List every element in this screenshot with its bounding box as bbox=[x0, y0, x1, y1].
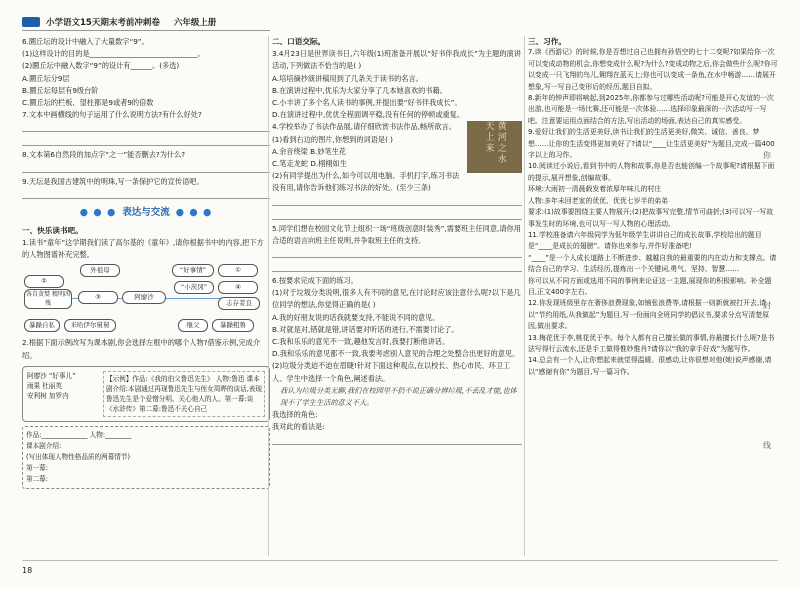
footer-rule bbox=[22, 560, 778, 561]
example-box bbox=[22, 366, 270, 422]
section-banner bbox=[22, 205, 270, 221]
page-number: 18 bbox=[22, 566, 33, 575]
question-2: 2.根据下面示例改写为课本剧,你会选择左框中的哪个人物?借鉴示例,完成介绍。 bbox=[22, 338, 261, 360]
question-6-1: (1)这样设计的目的是______________________________。 bbox=[22, 49, 205, 59]
fill-intro[interactable]: 课本剧介绍: bbox=[26, 441, 62, 450]
prompt-14: 14.总会有一个人,让你想起来就觉得温暖、很感动,让你很想对他(她)说声感谢,请以“感谢有你”为题目,写一篇习作。 bbox=[528, 356, 772, 376]
option-b: B.圜丘坛每层有9级台阶 bbox=[22, 85, 99, 95]
option-a: A.培培摘抄演讲稿用到了几条关于读书的名言。 bbox=[272, 73, 423, 83]
map-node: 志存者良 bbox=[218, 297, 260, 310]
header-grade: 六年级上册 bbox=[173, 18, 217, 28]
option-a: A.圜丘坛分9层 bbox=[22, 73, 70, 83]
question-6-2: (2)垃圾分类迫不迫在眉睫!针对下面这种观点,在以校长、热心市民、环卫工人、学生中选择一个角色,阐述看法。 bbox=[272, 361, 511, 383]
map-node: “小茨冈” bbox=[174, 281, 214, 294]
prompt-11-body: “____”是一个人成长道路上不断进步、越越自我的最重要的内在动力和支撑点。请结合自己的学习、生活经历,提炼出一个关键词,勇气、坚持、智慧…… bbox=[528, 253, 777, 274]
map-node: “好事情” bbox=[172, 264, 214, 277]
header-title: 小学语文15天期末考前冲刺卷 bbox=[46, 18, 160, 28]
question-4-2: (2)有同学提出为什么,如今可以用电脑、手机打字,练习书法没有用,请你告诉他们练习书法的好处。(至少三条) bbox=[272, 171, 460, 193]
fill-note: (写出体现人物性格品质的两幕情节) bbox=[26, 452, 131, 461]
map-node: 各自贪婪 精明凶残 bbox=[24, 289, 72, 309]
example-text: 【示例】作品:《我的伯父鲁迅先生》 人物:鲁迅 课本剧介绍:本剧通过再现鲁迅先生与侄女周晔的谈话,表现鲁迅先生是个爱憎分明、关心他人的人。第一幕:谈《水浒传》第二幕:鲁迅不关心自己 bbox=[103, 371, 265, 417]
banner-title: 表达与交流 bbox=[122, 206, 170, 218]
map-node: 暴躁粗鲁 bbox=[212, 319, 254, 332]
question-6-2: (2)圜丘坛中融入数字“9”的设计有______。(多选) bbox=[22, 61, 180, 71]
column-middle bbox=[272, 36, 522, 448]
question-9: 9.天坛是我国古建筑中的明珠,写一条保护它的宣传语吧。 bbox=[22, 176, 204, 186]
answer-line[interactable] bbox=[272, 209, 522, 220]
calligraphy-image: 黄河之水天上来 bbox=[467, 121, 522, 173]
character-row: 阿廖沙 “好事儿” bbox=[27, 371, 76, 380]
option-d: D.我和乐乐的意见都不一致,我要考虑别人意见的合理之处整合出更好的意见。 bbox=[272, 349, 520, 359]
option-c: C.圜丘坛的栏板、望柱都是9或者9的倍数 bbox=[22, 98, 154, 108]
prompt-12: 12.你发现班级里存在奢侈浪费现象,如铺张浪费等,请根据一则新就被打开去,请以“节约用纸,从我做起”为题目,写一份面向全班同学的倡议书,要求分点写清楚原因,做出要求。 bbox=[528, 299, 770, 331]
answer-line[interactable] bbox=[272, 261, 522, 272]
map-node[interactable]: ④ bbox=[218, 281, 258, 294]
answer-line[interactable] bbox=[272, 195, 522, 206]
character-map bbox=[22, 263, 270, 333]
question-8: 8.文本第6自然段的加点字“之一”能否删去?为什么? bbox=[22, 150, 186, 160]
page-header bbox=[22, 14, 216, 30]
question-6: 6.按要求完成下面的练习。 bbox=[272, 276, 358, 286]
prompt-13: 13.梅花优于李,桃花优于李。每个人都有自己擅长做的事情,你最擅长什么呢?是书法写得行云流水,还是手工做得惟妙惟肖?请你以“我的拿手好戏”为题写作。 bbox=[528, 333, 775, 353]
answer-line[interactable] bbox=[22, 121, 270, 132]
question-6-1: (1)对于垃圾分类说明,很多人有不同的意见,在讨论时应该注意什么呢?以下是几位同学的想法,你觉得正确的是( ) bbox=[272, 288, 521, 310]
question-6: 6.圜丘坛的设计中融入了大量数字“9”。 bbox=[22, 37, 149, 46]
options-row: C.笔走龙蛇 D.栩栩如生 bbox=[272, 159, 347, 169]
column-divider bbox=[524, 36, 525, 556]
answer-line[interactable] bbox=[22, 162, 270, 173]
map-node[interactable]: ① bbox=[218, 264, 258, 277]
fill-scene-1[interactable]: 第一幕: bbox=[26, 463, 49, 472]
column-divider bbox=[268, 36, 269, 556]
binding-mark: 你 bbox=[763, 151, 771, 160]
section-oral: 二、口语交际。 bbox=[272, 37, 326, 46]
options-row: A.余音绕梁 B.妙笔生花 bbox=[272, 146, 347, 156]
fill-scene-2[interactable]: 第二幕: bbox=[26, 474, 49, 483]
character-list bbox=[27, 371, 97, 417]
prompt-9: 9.爱好让我们的生活更美好,读书让我们的生活更美好,微笑、诚信、善良、梦想……让你的生活变得更加美好了?请以“____让生活更美好”为题目,完成一篇400字以上的习作。 bbox=[528, 128, 775, 160]
map-node[interactable]: ③ bbox=[78, 291, 118, 304]
option-b: B.对就是对,错就是错,讲话要对听话的进行,不需要讨论了。 bbox=[272, 324, 459, 334]
character-row: 安利树 加罗内 bbox=[27, 391, 69, 400]
option-c: C.我和乐乐的意见不一致,趣他发言时,我要打断他讲话。 bbox=[272, 337, 450, 347]
character-row: 雨果 杜丽英 bbox=[27, 381, 63, 390]
section-reading: 一、快乐读书吧。 bbox=[22, 225, 83, 235]
map-center: 阿廖沙 bbox=[122, 291, 166, 304]
column-right bbox=[528, 36, 778, 378]
prompt-7: 7.读《西游记》的时候,你是否想过自己也拥有孙悟空的七十二变呢?如果给你一次可以变成动物的机会,你想变成什么呢?为什么?变成动物之后,你会做些什么呢?你可以变成一只飞翔的鸟儿,翱翔在蓝天上;你也可以变成一条鱼,在水中畅游……请展开想象,写一写自己变形后的经历,题目自拟。 bbox=[528, 48, 778, 91]
question-4-1: (1)看到右边的图片,你想到的词语是( ) bbox=[272, 134, 393, 144]
answer-line[interactable] bbox=[22, 188, 270, 199]
prompt-11-req: 你可以从不同方面或选用不同的事例来论证这一主题,展现你的积极影响。补全题目,正文400字左右。 bbox=[528, 276, 772, 296]
prompt-8: 8.新年的钟声即将响起,到2025年,你都参与过哪些活动呢?可能是开心友谊的一次出游,也可能是一场比赛,还可能是一次体验……选择印象最深的一次活动写一写吧。注意要运用点面结合的方法,写出活动的场面,表达自己的真实感受。 bbox=[528, 94, 774, 125]
map-node: 继父 bbox=[178, 319, 208, 332]
section-writing: 三、习作。 bbox=[528, 37, 566, 46]
prompt-10-req: 要求:(1)故事要围绕主要人物展开;(2)把故事写完整,情节可曲折;(3)可以写一写故事发生时的环境,也可以写一写人物的心理活动。 bbox=[528, 208, 774, 228]
option-b: B.在演讲过程中,优乐为大家分享了几本她喜欢的书籍。 bbox=[272, 85, 447, 95]
prompt-10: 10.阅读过小说后,看到书中的人物和故事,你是否也能创编一个故事呢?请根据下面的提示,展开想象,创编故事。 bbox=[528, 162, 775, 182]
question-1: 1.读书“童年”这学期我们读了高尔基的《童年》,请你根据书中的内容,把下方的人物图谱补充完整。 bbox=[22, 238, 264, 260]
map-node: 米哈伊尔舅舅 bbox=[64, 319, 116, 332]
answer-line[interactable] bbox=[272, 247, 522, 258]
binding-mark: 线 bbox=[763, 441, 771, 450]
role-field[interactable]: 我选择的角色: bbox=[272, 410, 318, 420]
prompt-10-char: 人物:多年未回老家的优优、优优七岁半的弟弟 bbox=[528, 196, 669, 205]
banner-dots: ● ● ● bbox=[175, 206, 213, 218]
answer-box bbox=[22, 426, 270, 489]
column-left bbox=[22, 36, 270, 489]
question-4: 4.学校举办了书法作品展,请仔细欣赏书法作品,畅所欲言。 bbox=[272, 122, 456, 132]
option-a: A.我的好朋友说的话我就要支持,不能说不同的意见。 bbox=[272, 312, 440, 322]
question-3: 3.4月23日是世界读书日,六年级(1)班准备开展以“好书伴我成长”为主题的演讲活动,下列做法不恰当的是( ) bbox=[272, 49, 521, 71]
map-node: 外祖母 bbox=[80, 264, 120, 277]
question-7: 7.文本中画横线的句子运用了什么说明方法?有什么好处? bbox=[22, 110, 202, 120]
answer-line[interactable] bbox=[272, 434, 522, 445]
question-5: 5.同学们想在校园文化节上组织一场“班级创意时装秀”,需要班主任同意,请你用合适的语言向班主任说明,并争取班主任的支持。 bbox=[272, 223, 521, 245]
prompt-11: 11.学校准备请六年级同学为低年级学生讲讲自己的成长故事,学校给出的题目是“____是成长的翅膀”。请你也来参与,并作好准备吧! bbox=[528, 230, 762, 251]
binding-mark: 封 bbox=[763, 301, 771, 310]
fill-work[interactable]: 作品:______________ 人物:________ bbox=[26, 430, 132, 439]
viewpoint-quote: 我认为垃圾分类无聊,我们在校园里不扔不说正确分辨垃圾,不丢乱才能,也体现不了学生生活的意义不大。 bbox=[280, 385, 517, 408]
answer-line[interactable] bbox=[22, 135, 270, 146]
option-c: C.小丰讲了多个名人读书的事例,并提出要“好书伴我成长”。 bbox=[272, 98, 462, 108]
map-node: 暴躁自私 bbox=[24, 319, 60, 332]
brand-logo-icon bbox=[22, 17, 40, 27]
header-rule bbox=[22, 30, 270, 31]
opinion-field[interactable]: 我对此的看法是: bbox=[272, 422, 325, 432]
prompt-10-env: 环境:大雨初一清晨载发着浓厚年味儿的村庄 bbox=[528, 185, 662, 194]
option-d: D.在演讲过程中,优优全程面调平稳,没有任何的停顿或重复。 bbox=[272, 110, 465, 120]
banner-dots: ● ● ● bbox=[79, 206, 117, 218]
map-node[interactable]: ② bbox=[24, 275, 64, 288]
